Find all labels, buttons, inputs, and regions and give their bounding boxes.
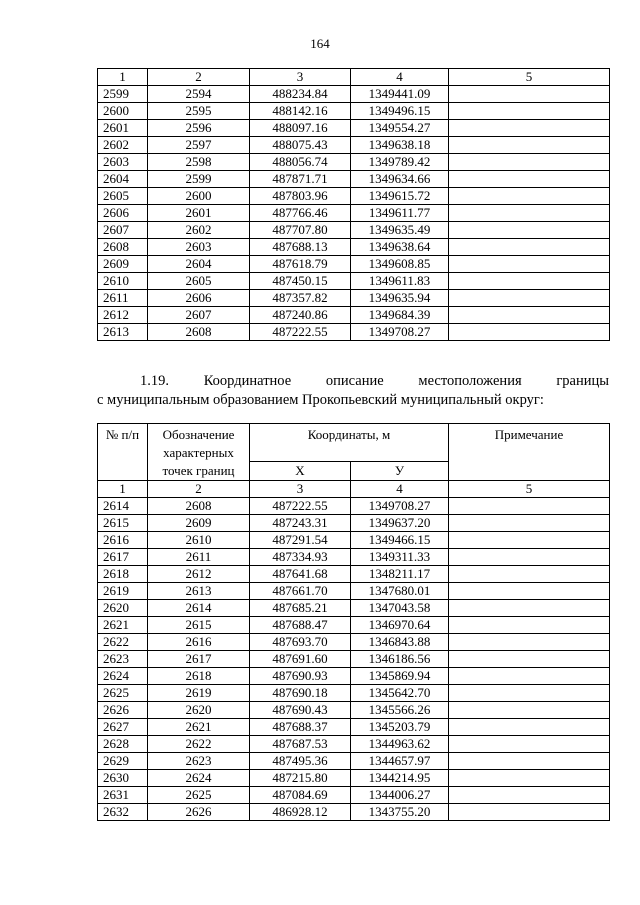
coord-x: 487243.31	[250, 515, 351, 532]
note	[449, 103, 610, 120]
section-heading-line2: с муниципальным образованием Прокопьевский муниципальный округ:	[97, 392, 544, 408]
table-row	[98, 736, 610, 753]
coord-x: 487222.55	[250, 498, 351, 515]
table-row	[98, 566, 610, 583]
coord-x: 487618.79	[250, 256, 351, 273]
table-row	[98, 634, 610, 651]
point-designation: 2605	[148, 273, 250, 290]
table-row	[98, 86, 610, 103]
table-row	[98, 103, 610, 120]
coord-x: 487691.60	[250, 651, 351, 668]
coord-x: 487685.21	[250, 600, 351, 617]
point-designation: 2623	[148, 753, 250, 770]
table-row	[98, 787, 610, 804]
coord-x: 487871.71	[250, 171, 351, 188]
coord-y: 1349638.18	[351, 137, 449, 154]
table-row	[98, 685, 610, 702]
coord-x: 487688.37	[250, 719, 351, 736]
point-designation: 2609	[148, 515, 250, 532]
note	[449, 307, 610, 324]
header-note: Примечание	[449, 424, 610, 481]
coord-x: 487357.82	[250, 290, 351, 307]
point-designation: 2602	[148, 222, 250, 239]
note	[449, 634, 610, 651]
table-row	[98, 600, 610, 617]
table-row	[98, 515, 610, 532]
coord-y: 1344006.27	[351, 787, 449, 804]
note	[449, 583, 610, 600]
coord-x: 487688.13	[250, 239, 351, 256]
point-designation: 2598	[148, 154, 250, 171]
row-number: 2602	[98, 137, 148, 154]
coord-x: 487240.86	[250, 307, 351, 324]
table-row	[98, 549, 610, 566]
coord-x: 487690.43	[250, 702, 351, 719]
note	[449, 498, 610, 515]
coord-x: 488234.84	[250, 86, 351, 103]
column-number: 5	[449, 481, 610, 498]
coord-y: 1347680.01	[351, 583, 449, 600]
point-designation: 2610	[148, 532, 250, 549]
point-designation: 2620	[148, 702, 250, 719]
coord-x: 488142.16	[250, 103, 351, 120]
table-row	[98, 188, 610, 205]
row-number: 2615	[98, 515, 148, 532]
table-row	[98, 583, 610, 600]
table-row	[98, 120, 610, 137]
header-x: X	[250, 462, 351, 481]
coord-x: 487693.70	[250, 634, 351, 651]
coordinates-table-bottom	[97, 423, 610, 821]
row-number: 2613	[98, 324, 148, 341]
coord-x: 487084.69	[250, 787, 351, 804]
note	[449, 651, 610, 668]
point-designation: 2599	[148, 171, 250, 188]
table-row	[98, 222, 610, 239]
point-designation: 2613	[148, 583, 250, 600]
row-number: 2617	[98, 549, 148, 566]
row-number: 2604	[98, 171, 148, 188]
page-number: 164	[310, 36, 330, 51]
row-number: 2620	[98, 600, 148, 617]
coord-x: 487766.46	[250, 205, 351, 222]
table-row	[98, 205, 610, 222]
table-row	[98, 804, 610, 821]
row-number: 2625	[98, 685, 148, 702]
coord-y: 1349637.20	[351, 515, 449, 532]
coord-y: 1349615.72	[351, 188, 449, 205]
coord-x: 487707.80	[250, 222, 351, 239]
coord-y: 1345203.79	[351, 719, 449, 736]
row-number: 2622	[98, 634, 148, 651]
note	[449, 86, 610, 103]
row-number: 2599	[98, 86, 148, 103]
coord-y: 1349496.15	[351, 103, 449, 120]
point-designation: 2625	[148, 787, 250, 804]
table-row	[98, 273, 610, 290]
point-designation: 2616	[148, 634, 250, 651]
coord-y: 1347043.58	[351, 600, 449, 617]
row-number: 2629	[98, 753, 148, 770]
note	[449, 668, 610, 685]
table-row	[98, 719, 610, 736]
coord-y: 1348211.17	[351, 566, 449, 583]
coord-x: 487495.36	[250, 753, 351, 770]
coord-y: 1349441.09	[351, 86, 449, 103]
coord-x: 487222.55	[250, 324, 351, 341]
note	[449, 685, 610, 702]
note	[449, 222, 610, 239]
note	[449, 617, 610, 634]
table-row	[98, 498, 610, 515]
row-number: 2611	[98, 290, 148, 307]
note	[449, 787, 610, 804]
row-number: 2609	[98, 256, 148, 273]
point-designation: 2626	[148, 804, 250, 821]
point-designation: 2612	[148, 566, 250, 583]
note	[449, 736, 610, 753]
row-number: 2621	[98, 617, 148, 634]
point-designation: 2621	[148, 719, 250, 736]
coord-y: 1349466.15	[351, 532, 449, 549]
table-row	[98, 256, 610, 273]
section-heading-line1	[97, 372, 609, 391]
coord-y: 1344214.95	[351, 770, 449, 787]
coord-y: 1349708.27	[351, 324, 449, 341]
row-number: 2605	[98, 188, 148, 205]
note	[449, 532, 610, 549]
table-row	[98, 651, 610, 668]
table-row	[98, 532, 610, 549]
note	[449, 137, 610, 154]
coord-y: 1349554.27	[351, 120, 449, 137]
row-number: 2631	[98, 787, 148, 804]
point-designation: 2619	[148, 685, 250, 702]
note	[449, 515, 610, 532]
heading-word: 1.19.	[140, 373, 169, 389]
coord-y: 1349638.64	[351, 239, 449, 256]
row-number: 2610	[98, 273, 148, 290]
row-number: 2623	[98, 651, 148, 668]
column-number: 5	[449, 69, 610, 86]
coord-x: 488097.16	[250, 120, 351, 137]
point-designation: 2608	[148, 498, 250, 515]
note	[449, 239, 610, 256]
column-number: 4	[351, 481, 449, 498]
note	[449, 549, 610, 566]
coord-x: 487334.93	[250, 549, 351, 566]
section-heading	[97, 372, 609, 410]
note	[449, 804, 610, 821]
note	[449, 702, 610, 719]
point-designation: 2607	[148, 307, 250, 324]
column-number: 3	[250, 69, 351, 86]
coord-y: 1346186.56	[351, 651, 449, 668]
note	[449, 770, 610, 787]
table-row	[98, 668, 610, 685]
coord-x: 487690.18	[250, 685, 351, 702]
row-number: 2630	[98, 770, 148, 787]
coord-x: 487690.93	[250, 668, 351, 685]
column-number: 3	[250, 481, 351, 498]
point-designation: 2617	[148, 651, 250, 668]
table-row	[98, 290, 610, 307]
point-designation: 2594	[148, 86, 250, 103]
table-row	[98, 702, 610, 719]
coord-y: 1344657.97	[351, 753, 449, 770]
coord-x: 487803.96	[250, 188, 351, 205]
note	[449, 120, 610, 137]
header-row	[98, 424, 610, 462]
table-row	[98, 137, 610, 154]
note	[449, 566, 610, 583]
heading-word: местоположения	[418, 373, 522, 389]
row-number: 2600	[98, 103, 148, 120]
row-number: 2616	[98, 532, 148, 549]
coord-y: 1349634.66	[351, 171, 449, 188]
note	[449, 324, 610, 341]
row-number: 2632	[98, 804, 148, 821]
point-designation: 2611	[148, 549, 250, 566]
column-number: 4	[351, 69, 449, 86]
note	[449, 188, 610, 205]
column-number: 1	[98, 481, 148, 498]
row-number: 2603	[98, 154, 148, 171]
coord-y: 1349611.77	[351, 205, 449, 222]
row-number: 2607	[98, 222, 148, 239]
heading-word: Координатное	[203, 373, 292, 389]
table-row	[98, 154, 610, 171]
point-designation: 2600	[148, 188, 250, 205]
point-designation: 2604	[148, 256, 250, 273]
note	[449, 171, 610, 188]
table-row	[98, 324, 610, 341]
column-number: 2	[148, 69, 250, 86]
coord-x: 487450.15	[250, 273, 351, 290]
header-coordinates: Координаты, м	[250, 424, 449, 462]
coord-y: 1349708.27	[351, 498, 449, 515]
note	[449, 753, 610, 770]
heading-word: границы	[556, 373, 610, 389]
note	[449, 205, 610, 222]
coord-y: 1349311.33	[351, 549, 449, 566]
table-row	[98, 307, 610, 324]
coord-y: 1343755.20	[351, 804, 449, 821]
row-number: 2628	[98, 736, 148, 753]
coord-y: 1345566.26	[351, 702, 449, 719]
table-row	[98, 753, 610, 770]
column-number-row	[98, 481, 610, 498]
coord-y: 1349608.85	[351, 256, 449, 273]
coord-y: 1349684.39	[351, 307, 449, 324]
point-designation: 2606	[148, 290, 250, 307]
coord-x: 487687.53	[250, 736, 351, 753]
column-number: 2	[148, 481, 250, 498]
coord-y: 1346970.64	[351, 617, 449, 634]
point-designation: 2595	[148, 103, 250, 120]
point-designation: 2596	[148, 120, 250, 137]
point-designation: 2614	[148, 600, 250, 617]
row-number: 2618	[98, 566, 148, 583]
note	[449, 154, 610, 171]
table-row	[98, 617, 610, 634]
note	[449, 290, 610, 307]
header-point-designation: Обозначение характерных точек границ	[148, 424, 250, 481]
header-number: № п/п	[98, 424, 148, 481]
table-row	[98, 239, 610, 256]
header-y: У	[351, 462, 449, 481]
table-row	[98, 770, 610, 787]
point-designation: 2601	[148, 205, 250, 222]
coord-y: 1349789.42	[351, 154, 449, 171]
row-number: 2626	[98, 702, 148, 719]
coord-y: 1346843.88	[351, 634, 449, 651]
coord-x: 487688.47	[250, 617, 351, 634]
coord-x: 486928.12	[250, 804, 351, 821]
coord-x: 487661.70	[250, 583, 351, 600]
coord-y: 1344963.62	[351, 736, 449, 753]
coord-x: 488075.43	[250, 137, 351, 154]
coord-x: 487291.54	[250, 532, 351, 549]
point-designation: 2603	[148, 239, 250, 256]
column-number-row	[98, 69, 610, 86]
coord-y: 1345869.94	[351, 668, 449, 685]
row-number: 2619	[98, 583, 148, 600]
coord-x: 487215.80	[250, 770, 351, 787]
coord-y: 1349635.49	[351, 222, 449, 239]
row-number: 2627	[98, 719, 148, 736]
point-designation: 2622	[148, 736, 250, 753]
coord-x: 488056.74	[250, 154, 351, 171]
column-number: 1	[98, 69, 148, 86]
row-number: 2614	[98, 498, 148, 515]
row-number: 2601	[98, 120, 148, 137]
note	[449, 719, 610, 736]
point-designation: 2597	[148, 137, 250, 154]
point-designation: 2618	[148, 668, 250, 685]
table-row	[98, 171, 610, 188]
row-number: 2606	[98, 205, 148, 222]
coord-x: 487641.68	[250, 566, 351, 583]
row-number: 2624	[98, 668, 148, 685]
note	[449, 256, 610, 273]
heading-word: описание	[325, 373, 384, 389]
point-designation: 2624	[148, 770, 250, 787]
point-designation: 2615	[148, 617, 250, 634]
note	[449, 273, 610, 290]
coordinates-table-top	[97, 68, 610, 341]
row-number: 2608	[98, 239, 148, 256]
coord-y: 1349611.83	[351, 273, 449, 290]
coord-y: 1349635.94	[351, 290, 449, 307]
coord-y: 1345642.70	[351, 685, 449, 702]
note	[449, 600, 610, 617]
point-designation: 2608	[148, 324, 250, 341]
row-number: 2612	[98, 307, 148, 324]
